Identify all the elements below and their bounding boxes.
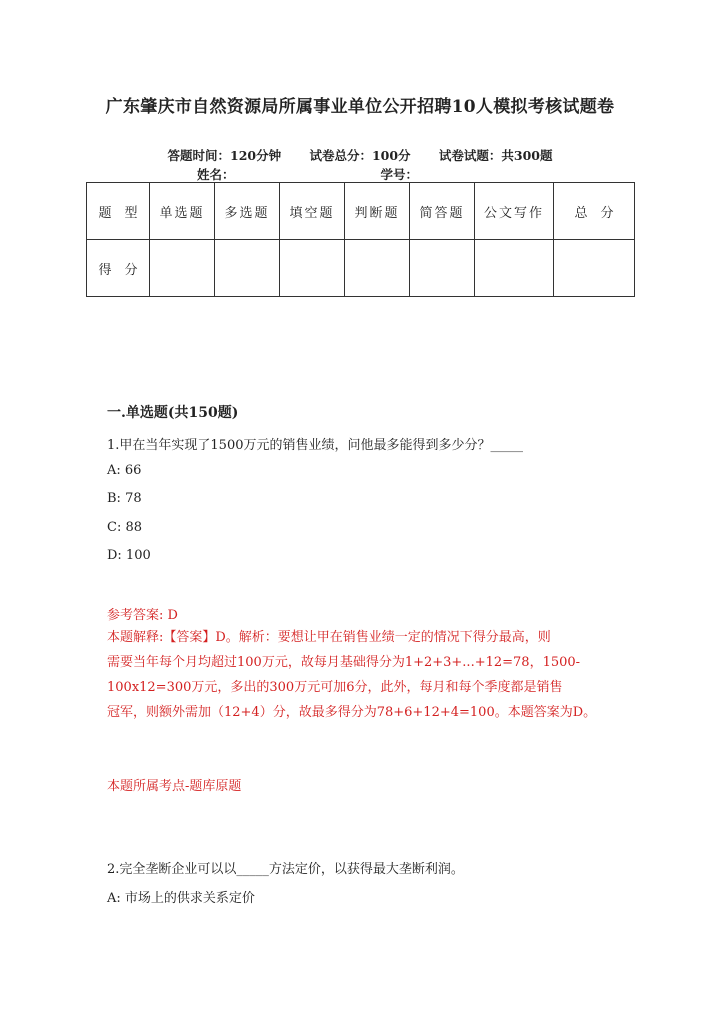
exam-info	[0, 146, 720, 164]
question-2-stem: 2.完全垄断企业可以以_____方法定价，以获得最大垄断利润。	[107, 862, 464, 877]
header-multi-choice: 多选题	[215, 183, 280, 240]
exam-question-count: 试卷试题：共300题	[438, 148, 553, 163]
explanation-line: 冠军，则额外需加（12+4）分，故最多得分为78+6+12+4=100。本题答案为D。	[107, 705, 597, 720]
score-cell[interactable]	[410, 240, 475, 297]
score-cell[interactable]	[280, 240, 345, 297]
question-1-source: 本题所属考点-题库原题	[107, 779, 242, 794]
score-cell[interactable]	[150, 240, 215, 297]
header-short-answer: 简答题	[410, 183, 475, 240]
header-true-false: 判断题	[345, 183, 410, 240]
question-2-option-a: A: 市场上的供求关系定价	[107, 891, 255, 906]
question-1-answer: 参考答案: D	[107, 608, 178, 623]
exam-total-score: 试卷总分：100分	[309, 148, 411, 163]
name-label: 姓名：	[197, 167, 235, 182]
question-1-option-b: B: 78	[107, 491, 142, 506]
header-type: 题 型	[87, 183, 150, 240]
question-1-stem: 1.甲在当年实现了1500万元的销售业绩，问他最多能得到多少分？_____	[107, 438, 523, 453]
header-fill-blank: 填空题	[280, 183, 345, 240]
score-table	[86, 182, 635, 297]
question-1-option-c: C: 88	[107, 520, 143, 535]
score-cell[interactable]	[475, 240, 554, 297]
section-heading: 一.单选题(共150题)	[107, 405, 239, 421]
exam-time: 答题时间：120分钟	[167, 148, 282, 163]
header-single-choice: 单选题	[150, 183, 215, 240]
question-1-option-d: D: 100	[107, 548, 151, 563]
exam-title: 广东肇庆市自然资源局所属事业单位公开招聘10人模拟考核试题卷	[105, 97, 615, 117]
score-table-score-row	[87, 240, 635, 297]
score-cell[interactable]	[215, 240, 280, 297]
score-cell[interactable]	[554, 240, 635, 297]
header-total: 总 分	[554, 183, 635, 240]
question-1-explanation	[107, 625, 612, 725]
explanation-line: 需要当年每个月均超过100万元，故每月基础得分为1+2+3+...+12=78，1500-	[107, 655, 581, 670]
score-table-header-row	[87, 183, 635, 240]
explanation-line: 100x12=300万元，多出的300万元可加6分，此外，每月和每个季度都是销售	[107, 680, 563, 695]
explanation-line: 本题解释:【答案】D。解析：要想让甲在销售业绩一定的情况下得分最高，则	[107, 630, 551, 645]
student-info	[197, 165, 530, 183]
header-document-writing: 公文写作	[475, 183, 554, 240]
score-cell[interactable]	[345, 240, 410, 297]
score-row-label: 得 分	[87, 240, 150, 297]
question-1-option-a: A: 66	[107, 463, 142, 478]
id-label: 学号：	[380, 167, 419, 182]
